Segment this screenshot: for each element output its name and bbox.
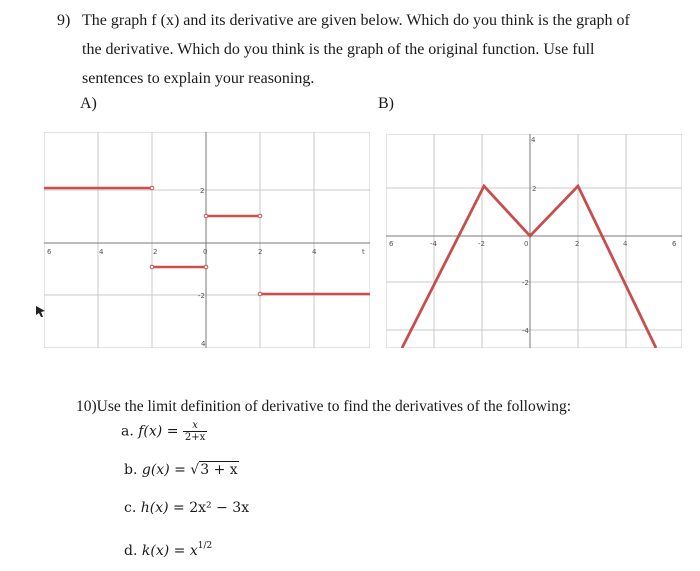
graph-b [386, 134, 682, 348]
graph-b-tick-x-4: 0 [524, 240, 529, 248]
item-a-marker: a. [121, 423, 134, 440]
graph-b-tick-x-6: 4 [623, 240, 628, 248]
graph-b-tick-x-3: -2 [478, 240, 485, 248]
question-10-prompt: 10)Use the limit definition of derivative to find the derivatives of the following: [76, 398, 572, 415]
graph-a-tick-x-1: 6 [47, 248, 52, 256]
item-a-fraction [183, 420, 207, 443]
item-d-exponent: 1/2 [197, 541, 213, 551]
graph-a [44, 132, 370, 348]
item-b-lhs: g(x) = [141, 462, 186, 478]
graph-b-tick-y-1: 4 [531, 136, 536, 144]
question-10-item-c [124, 500, 249, 516]
graph-a-tick-x-6: 4 [312, 248, 317, 256]
question-10-item-b [124, 462, 239, 478]
item-d-marker: d. [124, 543, 138, 559]
graph-a-tick-x-3: 2 [153, 248, 158, 256]
graph-a-tick-x-7: t [362, 248, 365, 256]
mouse-cursor-icon [36, 306, 46, 318]
graph-a-tick-x-5: 2 [258, 248, 263, 256]
question-10-item-a [121, 420, 207, 443]
question-9-line-2: the derivative. Which do you think is the graph of the original function. Use full [82, 41, 595, 58]
sqrt-icon: √ [190, 462, 200, 478]
item-c-lhs: h(x) = [140, 500, 185, 516]
item-c-rhs: 2x² − 3x [189, 500, 250, 516]
graph-a-tick-y-3: 4 [201, 340, 206, 348]
item-d-exponent-num: 1 [197, 541, 204, 551]
graph-a-label: A) [80, 95, 97, 112]
item-a-lhs: f(x) = [138, 423, 179, 440]
item-b-marker: b. [124, 462, 138, 478]
question-9-number: 9) [57, 12, 71, 29]
item-a-numerator: x [183, 420, 207, 432]
item-d-base: x [189, 543, 198, 559]
graph-a-tick-x-2: 4 [99, 248, 104, 256]
question-10-item-d [124, 541, 212, 559]
graph-b-tick-x-7: 6 [672, 240, 677, 248]
graph-b-tick-y-3: -2 [522, 279, 529, 287]
graph-b-label: B) [378, 95, 394, 112]
question-9-line-1: The graph f (x) and its derivative are given below. Which do you think is the graph of [82, 12, 630, 29]
graph-b-tick-x-2: -4 [430, 240, 437, 248]
graph-a-tick-y-1: 2 [200, 187, 205, 195]
graph-b-tick-x-5: 2 [575, 240, 580, 248]
graph-b-tick-y-2: 2 [532, 185, 537, 193]
graph-b-tick-y-4: -4 [522, 327, 529, 335]
item-c-marker: c. [124, 500, 137, 516]
item-a-denominator: 2+x [184, 432, 206, 443]
item-b-radicand: 3 + x [200, 462, 238, 478]
item-d-lhs: k(x) = [141, 543, 186, 559]
question-9-line-3: sentences to explain your reasoning. [82, 70, 315, 87]
item-d-exponent-den: 2 [206, 541, 213, 551]
graph-b-tick-x-1: 6 [389, 240, 394, 248]
graph-a-tick-x-4: 0 [203, 248, 208, 256]
graph-a-tick-y-2: -2 [198, 292, 205, 300]
